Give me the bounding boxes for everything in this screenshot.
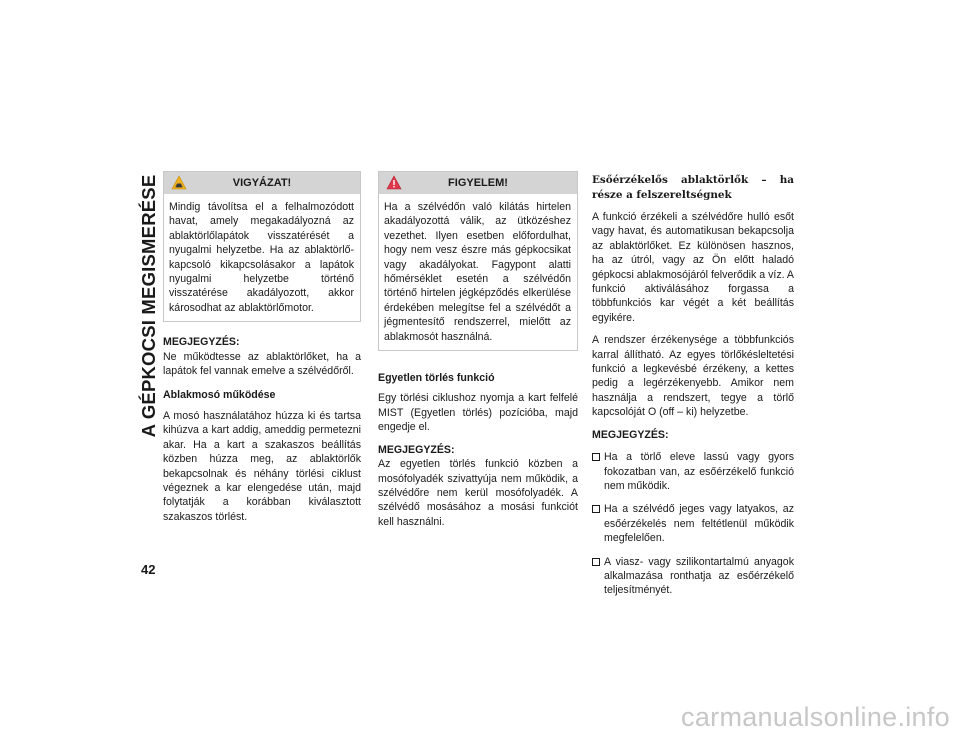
checkbox-square-icon [592, 558, 600, 566]
page-number: 42 [141, 562, 156, 577]
section-text-washer: A mosó használatához húzza ki és tartsa kihúzva a kart addig, ameddig permetezni akar. Ha a kart a szakaszos beállítás közben húzza meg, az ablaktörlők bekapcsolnak és néhány törlési ciklust végeznek a kar elengedése után, majd folytatják a korábban kiválasztott szakaszos törlést. [163, 409, 361, 523]
watermark-url: carmanualsonline.info [681, 702, 950, 732]
section-text-single-wipe: Egy törlési ciklushoz nyomja a kart felfelé MIST (Egyetlen törlés) pozícióba, majd engedje el. [378, 392, 578, 434]
note-text-single-wipe: Az egyetlen törlés funkció közben a mosófolyadék szivattyúja nem működik, a szélvédőre nem kerül mosófolyadék. A szélvédő mosásához a mosási funkciót kell használni. [378, 458, 578, 528]
warning-text: Ha a szélvédőn való kilátás hirtelen akadályozottá válik, az ütközéshez vezethet. Ilyen esetben előfordulhat, hogy nem vesz észre más gépkocsikat vagy akadályokat. Fagypont alatti hőmérséklet esetén a szélvédőn történő hirtelen jégképződés elkerülése érdekében melegítse fel a szélvédőt a jégmentesítő rendszerrel, mielőtt az ablakmosót használná. [384, 201, 571, 343]
checkbox-square-icon [592, 505, 600, 513]
chapter-side-title [134, 168, 164, 444]
warning-box [378, 171, 578, 351]
list-item: A viasz- vagy szilikontartalmú anyagok alkalmazása ronthatja az esőérzékelő teljesítményét. [592, 555, 794, 598]
warning-box-header [379, 172, 577, 194]
checkbox-square-icon [592, 453, 600, 461]
section-title-single-wipe: Egyetlen törlés funkció [378, 372, 495, 385]
warning-title: FIGYELEM! [448, 177, 508, 189]
caution-text: Mindig távolítsa el a felhalmozódott havat, amely megakadályozná az ablaktörlőlapátok visszatérését a nyugalmi helyzetbe. Ha az ablaktörlő-kapcsoló kikapcsolásakor a lapátok nyugalmi helyzetbe történő visszatérése akadályozott, akkor károsodhat az ablaktörlőmotor. [169, 201, 354, 314]
caution-box-header [164, 172, 360, 194]
note-text: Ne működtesse az ablaktörlőket, ha a lapátok fel vannak emelve a szélvédőről. [163, 350, 361, 378]
caution-box [163, 171, 361, 322]
note-bullet-list [592, 450, 794, 598]
chapter-side-title-text: A GÉPKOCSI MEGISMERÉSE [138, 174, 159, 438]
caution-title: VIGYÁZAT! [232, 177, 292, 189]
warning-triangle-icon [386, 175, 402, 191]
column-1 [163, 171, 361, 524]
note-title-single-wipe: MEGJEGYZÉS: [378, 443, 455, 456]
note-title-rain-sensing: MEGJEGYZÉS: [592, 428, 669, 441]
note-title: MEGJEGYZÉS: [163, 336, 240, 349]
rain-sensing-para-2: A rendszer érzékenysége a többfunkciós karral állítható. Az egyes törlőkésleltetési funkció a legkevésbé érzékeny, a kettes pedig a legérzékenyebb. Amikor nem használja a rendszert, tegye a törlő kapcsolóját O (off – ki) helyzetbe. [592, 334, 794, 419]
rain-sensing-para-1: A funkció érzékeli a szélvédőre hulló esőt vagy havat, és automatikusan bekapcsolja az ablaktörlőket. Ez különösen hasznos, ha az útról, vagy az Ön előtt haladó gépkocsi ablakmosójáról felverődik a víz. A funkció aktiválásához forgassa a többfunkciós kar végét a két beállítás egyikére. [592, 211, 794, 324]
section-title-washer: Ablakmosó működése [163, 389, 276, 402]
section-title-rain-sensing: Esőérzékelős ablaktörlők – ha része a felszereltségnek [592, 174, 794, 201]
list-item: Ha a szélvédő jeges vagy latyakos, az esőérzékelés nem feltétlenül működik megfelelően. [592, 502, 794, 545]
column-3 [592, 173, 794, 607]
caution-car-icon [171, 175, 187, 191]
column-2 [378, 171, 578, 529]
list-item: Ha a törlő eleve lassú vagy gyors fokozatban van, az esőérzékelő funkció nem működik. [592, 450, 794, 493]
